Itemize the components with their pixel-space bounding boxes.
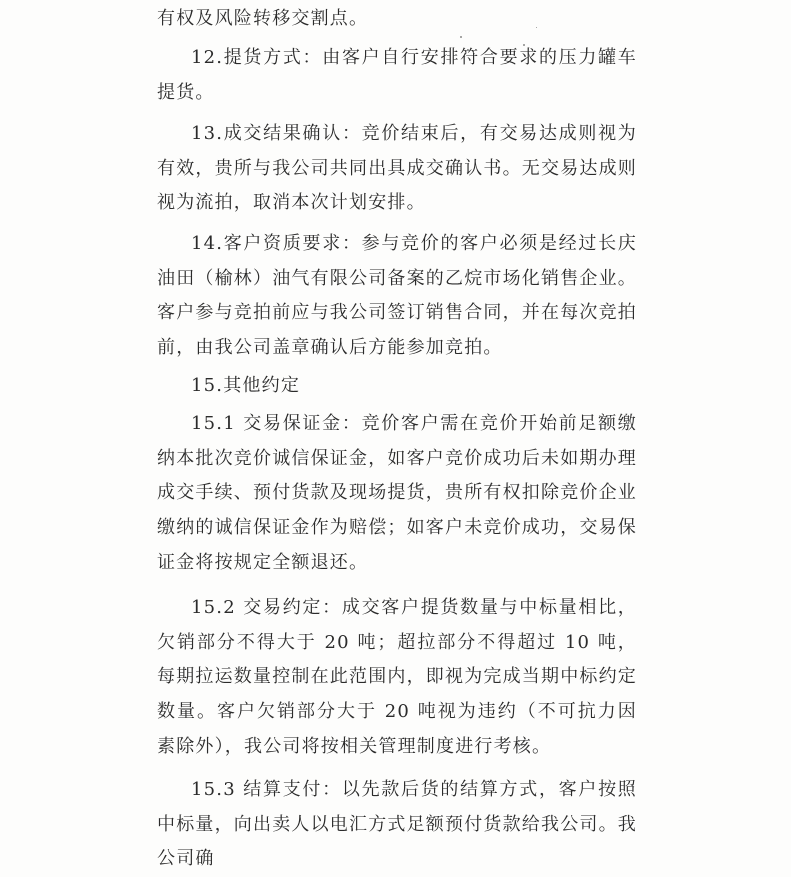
clause-15-1-deposit: 15.1 交易保证金：竞价客户需在竞价开始前足额缴纳本批次竞价诚信保证金，如客户竞价成功后未如期办理成交手续、预付货款及现场提货，贵所有权扣除竞价企业缴纳的诚信保证金作为赔偿；如客户未竞价成功，交易保证金将按规定全额退还。 bbox=[157, 413, 637, 573]
scan-speck bbox=[536, 27, 537, 28]
clause-15-heading: 15.其他约定 bbox=[191, 375, 301, 396]
clause-14-customer-qualification: 14.客户资质要求：参与竞价的客户必须是经过长庆油田（榆林）油气有限公司备案的乙烷市场化销售企业。客户参与竞拍前应与我公司签订销售合同，并在每次竞拍前，由我公司盖章确认后方能参加竞拍。 bbox=[157, 233, 637, 359]
clause-15-3-settlement: 15.3 结算支付：以先款后货的结算方式，客户按照中标量，向出卖人以电汇方式足额预付货款给我公司。我公司确 bbox=[157, 779, 637, 870]
clause-12-pickup-method: 12.提货方式：由客户自行安排符合要求的压力罐车提货。 bbox=[157, 47, 637, 103]
scan-speck bbox=[523, 44, 525, 46]
clause-13-result-confirmation: 13.成交结果确认：竞价结束后，有交易达成则视为有效，贵所与我公司共同出具成交确认书。无交易达成则视为流拍，取消本次计划安排。 bbox=[157, 123, 637, 214]
clause-15-2-trade-agreement: 15.2 交易约定：成交客户提货数量与中标量相比，欠销部分不得大于 20 吨；超拉部分不得超过 10 吨，每期拉运数量控制在此范围内，即视为完成当期中标约定数量。客户欠销部分大于 20 吨视为违约（不可抗力因素除外），我公司将按相关管理制度进行考核。 bbox=[157, 597, 637, 757]
paragraph-continuation: 有权及风险转移交割点。 bbox=[157, 8, 369, 29]
scan-speck bbox=[460, 36, 462, 38]
